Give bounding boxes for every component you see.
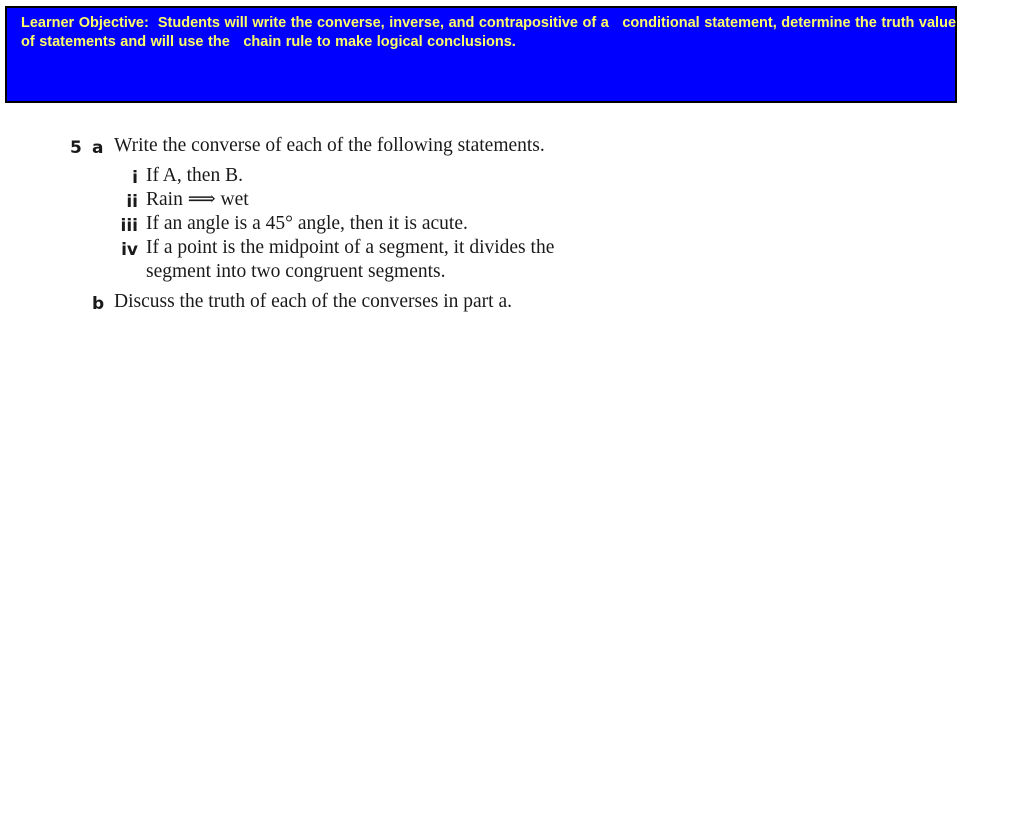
item-iii-text: If an angle is a 45° angle, then it is acute.: [146, 213, 468, 234]
part-b-label: b: [92, 294, 105, 314]
exercise-5: [70, 134, 650, 314]
item-iii-row: [70, 212, 650, 236]
item-iv-label: iv: [121, 240, 138, 260]
item-i-text: If A, then B.: [146, 165, 243, 186]
item-i-label: i: [132, 168, 138, 188]
learner-objective-text: Learner Objective: Students will write the converse, inverse, and contrapositive of a conditional statement, determine the truth value of statements and will use the chain rule to make logical conclusions.: [21, 15, 961, 50]
item-iv-text: If a point is the midpoint of a segment, it divides the: [146, 237, 555, 258]
item-ii-row: [70, 188, 650, 212]
part-a-prompt: Write the converse of each of the following statements.: [114, 135, 545, 156]
exercise-number: 5: [70, 138, 82, 158]
learner-objective-banner: [5, 6, 961, 103]
part-b-prompt: Discuss the truth of each of the converses in part a.: [114, 291, 512, 312]
item-iii-label: iii: [120, 216, 138, 236]
item-iv-row: [70, 236, 650, 260]
part-a-label: a: [92, 138, 104, 158]
item-i-row: [70, 164, 650, 188]
part-a-row: [70, 134, 650, 164]
item-ii-text: Rain ⟹ wet: [146, 189, 249, 210]
part-b-row: [70, 290, 650, 314]
item-iv-continuation-row: [70, 260, 650, 290]
item-iv-text-continued: segment into two congruent segments.: [146, 261, 446, 282]
item-ii-label: ii: [126, 192, 138, 212]
